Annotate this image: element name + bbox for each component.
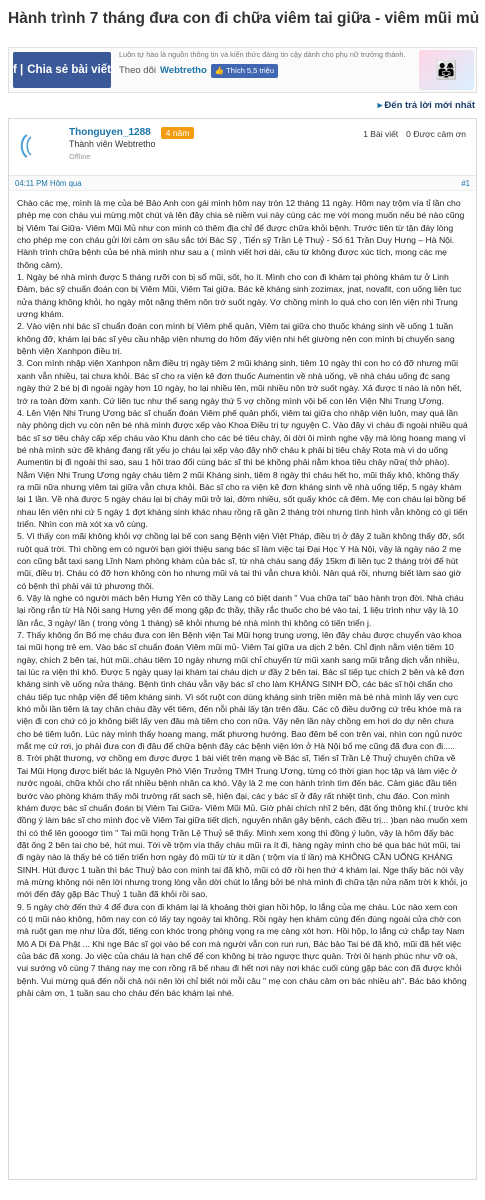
post-number[interactable]: #1 (461, 178, 470, 188)
share-info (115, 48, 417, 92)
paragraph: 6. Vậy là nghe có người mách bên Hưng Yên có thầy Lang có biệt danh " Vua chữa tai" bảo hành trọn đời. Nhà cháu lại rồng rắn từ Hà Nội sang Hưng yên để mong gặp đc thầy, thầy rắc thuốc cho bé vào tai, 1 liệu trình như vậy là 10 lần rắc, 3 ngày/ lần ( trong vòng 1 tháng) sẽ khỏi nhưng bé nhà mình thì không có tiến triển j. (17, 593, 464, 628)
user-info (69, 119, 363, 175)
member-age-badge: 4 năm (161, 127, 195, 139)
share-box (8, 47, 477, 93)
like-count: 5,5 triệu (246, 66, 274, 75)
paragraph: Chào các mẹ, mình là mẹ của bé Bảo Anh con gái mình hôm nay tròn 12 tháng 11 ngày. Hôm nay trộm vía tỉ lần cho phép mẹ con cháu vui mừng một chút và lên đây chia sẻ niềm vui này cùng các mẹ với mong muốn nếu bé nào cũng bị Viêm Tai Giữa- Viêm Mũi Mủ như con mình có thêm địa chỉ để được chữa khỏi bệnh. Trước tiên từ tận đáy lòng cho phép mẹ con cháu gửi lời cảm ơn sâu sắc tới Bác Sỹ , Tiến sỹ Trần Lệ Thuỷ - Số 61 Trần Duy Hưng – Hà Nội. (17, 198, 465, 246)
paragraph: 4. Lên Viện Nhi Trung Ương bác sĩ chuẩn đoán Viêm phế quản phổi, viêm tai giữa cho nhập viện luôn, may quá lần này phòng dịch vụ còn nên bé nhà mình được xếp vào Khoa Điều trị tự nguyện C. Vào đây vì cháu đi ngoài nhiều quá bác sĩ sợ tiêu chảy cấp xếp cháu vào Khu dành cho các bé tiêu chảy, ôi dời ôi mình nghe vậy mà lòng hoang mang vì bé nhà mình sức đề kháng đang rất yếu jo cháu lại xếp vào đây nhỡ cháu k phải bị tiêu chảy Rota mà vì do uống Aumentin bị đi ngoài thì sao, sau 1 hôi trao đổi cùng bác sĩ thì bé không phải nằm khoa tiêu chảy nữa( thở phào). Nằm Viện Nhi Trung Ương ngày cháu tiêm 2 mũi Kháng sinh, tiêm 8 ngày thì cháu hết ho, mũi thấy khô, không thấy ra mũi nữa nhưng viêm tai giữa vẫn chưa khỏi. Bác sĩ cho ra viện kê đơn kháng sinh về nhà uống tiếp, 5 ngày khám lại 1 lần. Về nhà được 5 ngày cháu lại bị chảy mũi trở lại, đờm nhiều, sốt quấy khóc cả đêm. Mẹ con cháu lại bồng bế nhau lên viện nhi cứ 5 ngày 1 đợt kháng sinh khác nhau rồng rã gần 2 tháng trời nhưng tình hình vẫn không có gì tiến triển. Nhìn con mà xót xa vô cùng. (17, 407, 468, 529)
share-tagline: Luôn tự hào là nguồn thông tin và kiến thức đáng tin cậy dành cho phụ nữ trường thành. (119, 50, 406, 59)
username[interactable]: Thonguyen_1288 (69, 127, 151, 139)
paragraph: Hành trình chữa bệnh của bé nhà mình như sau ạ ( mình viết hơi dài, câu từ không được xúc tích, mong các mẹ thông cảm). (17, 247, 447, 270)
user-stats (363, 119, 476, 175)
paragraph: 5. Vì thấy con mãi không khỏi vợ chồng lại bế con sang Bệnh viện Việt Pháp, điều trị ở đây 2 tuần không thấy đỡ, sốt ruột quá trời. Thì chồng em có người bạn giới thiệu sang bác sĩ làm việc tại Đại Học Y Hà Nội, vậy là ngày nào 2 mẹ con cũng bắt taxi sang Lĩnh Nam phòng khám của bác sĩ, từ nhà cháu sang đấy 15km đi liên tục 2 tháng trời để hút mũi, điều trị. Cháu có đỡ hơn không còn ho nhưng mũi và tai thì vẫn chưa khỏi. Nản quá rồi, nhưng biết làm sao giờ có bệnh thì phải vái tứ phương thôi. (17, 531, 465, 591)
like-button[interactable] (211, 64, 278, 78)
latest-reply-label: Đến trả lời mới nhất (384, 100, 475, 111)
follow-text: Theo dõi (119, 65, 156, 76)
paragraph: 9. 5 ngày chờ đến thứ 4 để đưa con đi khám lại là khoảng thời gian hồi hộp, lo lắng của mẹ cháu. Lúc nào xem con có tị mũi nào không, hôm nay con có lấy tay ngoáy tai không. Rồi ngày hẹn khám cùng đến đúng ngoài cửa chờ con mà ruột gan mẹ như lửa đốt, tiếng con khóc trong phòng vọng ra mẹ càng xót hơn. Hồi hộp, lo lắng cứ chắp tay Nam Mô A Di Đà Phật ... Khi nge Bác sĩ gọi vào bế con mà người vẫn con run run, Bác bảo Tai bé đã khô, mũi đã hết việc của bác đã xong. Jo việc của cháu là hạn chế để con không bị trào ngược thực quản. Trời ôi hạnh phúc như vỡ oà, vui sướng vô cùng 7 tháng nay mẹ con rồng rã bế nhau đi hết nơi này nơi khác cuối cùng gặp bác con đã được khỏi bệnh. Vui mừng quá đến nỗi chả nói nên lời chỉ biết nói mỗi câu " mẹ con cháu cảm ơn bác nhiều ah". Bác bảo không phải cảm ơn, 1 tuần sau cho cháu đến bác khám lại nhé. (17, 901, 467, 998)
page-title: Hành trình 7 tháng đưa con đi chữa viêm tai giữa - viêm mũi mủ (8, 10, 480, 27)
post-content (9, 191, 476, 999)
user-rank: Thành viên Webtretho (69, 139, 156, 149)
avatar-logo-icon (17, 129, 63, 163)
share-button-label: Chia sẻ bài viết (27, 64, 111, 76)
paragraph: 1. Ngày bé nhà mình được 5 tháng rưỡi con bị sổ mũi, sốt, ho ít. Mình cho con đi khám tại phòng khám tư ở Linh Đàm, bác sỹ chuẩn đoán con bị Viêm Mũi, Viêm Tai giữa. Bác kê kháng sinh zozimax, jnat, novafit, con uống liên tục nửa tháng không khỏi, ho ngày một nặng thêm nôn trớ suốt ngày. Vợ chồng mình lo quá cho con lên viện nhi Trung ương khám. (17, 272, 462, 320)
like-label: Thích (226, 66, 245, 75)
follow-brand[interactable]: Webtretho (159, 65, 207, 76)
thumbs-up-icon: 👍 (214, 66, 225, 75)
arrow-right-icon: ▸ (377, 100, 383, 111)
post-time: 04:11 PM Hôm qua (15, 178, 82, 188)
paragraph: 3. Con mình nhập viện Xanhpon nằm điều trị ngày tiêm 2 mũi kháng sinh, tiêm 10 ngày thì con ho có đỡ nhưng mũi xanh vẫn nhiều, tai chưa khỏi. Bác sĩ cho ra viện kê đơn thuốc Aumentin về nhà uống, về nhà cháu uống đc sang ngày thứ 2 bé bị đi ngoài ngày hơn 10 ngày, ho lại nhiều lên, mũi nhiều nôn trớ suốt ngày. Xả được ti nào là nôn hết, trớ ra toàn đờm xanh. Cứ liên tục như thế sang ngày thứ 5 vợ chồng mình vội bế con lên Viện Nhi Trung Ương. (17, 358, 462, 406)
posts-count: 1 Bài viết (363, 129, 399, 139)
post-meta (9, 176, 476, 191)
share-facebook-button[interactable] (13, 52, 111, 88)
online-status: Offline (69, 151, 91, 161)
paragraph: 7. Thấy không ổn Bố mẹ cháu đưa con lên Bệnh viện Tai Mũi họng trung ương, lên đây cháu được chuyển vào khoa tai mũi họng trẻ em. Vào bác sĩ chuẩn đoán Viêm mũi mủ- Viêm Tai giữa ưa dịch 2 bên. Chỉ định nằm viện tiêm 10 ngày, chích 2 bên tai, hút mũi..cháu tiêm 10 ngày nhưng mũi chỉ chuyển từ mũi xanh sang mũi trắng dịch vẫn nhiều, tai lúc ra viện thì khô. Được 5 ngày quay lại khám tai cháu dịch ư đầy 2 bên tai. Bác sĩ tiếp tục chích 2 bên và kê đơn kháng sinh về uống nửa tháng. Bệnh tình cháu vẫn vậy bác sĩ cho làm KHÁNG SINH ĐỒ, các bác sĩ hội chẩn cho cháu tiếp tục nhập viện để tiêm kháng sinh. Vì sốt ruột con dùng kháng sinh triền miên mà bé nhà mình lấy ven cực khó mỗi lần tiêm là tay chân cháu đầy vết tiêm, đến nỗi phải lấy tận trên đầu. Các cô điều dưỡng cứ trêu khóe mà ra viện đi con chứ có jo không biết lấy ven đâu mà tiêm cho con nữa. Vậy nên lần này chồng em hơi do dự nên chưa cho bé tiêm luôn. Lúc này mình thấy hoang mang, mất phương hướng. Bao đêm bế con trên vai, nhìn con ngủ nước mắt mẹ cứ rơi, jo phải đưa con đi đâu để chữa bệnh đây các bệnh viện lớn ở Hà Nội bố mẹ cũng đã đưa con đi..... (17, 630, 465, 752)
latest-reply-link[interactable] (0, 93, 485, 114)
thanks-count: 0 Được cảm ơn (406, 129, 466, 139)
post-header (9, 119, 476, 176)
forum-post (8, 118, 477, 1180)
paragraph: 2. Vào viện nhi bác sĩ chuẩn đoán con mình bị Viêm phế quản, Viêm tai giữa cho thuốc kháng sinh về uống 1 tuần không đỡ, khám lại bác sĩ yêu cầu nhập viện nhưng do hôm đấy viện nhi hết giường nên con mình bị chuyển sang bệnh viện Xanhpon điều trị. (17, 321, 455, 357)
paragraph: 8. Trời phật thương, vợ chồng em được được 1 bài viết trên mạng về Bác sĩ, Tiến sĩ Trần Lệ Thuỷ chuyên chữa về Tai Mũi Họng được biết bác là Nguyên Phó Viện Trưởng TMH Trung Ương, từng có thời gian học tập và làm việc ở nước ngoài, chữa khỏi cho rất nhiều bệnh nhân ca khó. Vậy là 2 mẹ con hành trình tìm đến bác. Cảm giác đầu tiên bước vào phòng khám thấy môi trường rất sạch sẽ, hiện đại, các y bác sĩ ở đây rất nhiệt tình, chu đáo. Con mình khám được bác sĩ chuẩn đoán bị Viêm Tai Giữa- Viêm Mũi Mủ. Giờ phải chích nhĩ 2 bên, đặt ống thông khí.( trước khi đồng ý làm bác sĩ cho mình đọc về Viêm Tai giữa tiết dịch, nguyên nhân gây bệnh, cách điều trị... )bạn nào muốn xem thì có thể lên gooogơ tìm " Tai mũi họng Trần Lệ Thuỷ sẽ thấy. Mình xem xong thì đồng ý luôn, vậy là hôm đấy bác đặt ống 2 bên tai cho bé, hút mui. Tới về trộm vía thấy cháu mũi ra ít đi, hàng ngày mình cho bé qua bác hút mũi, tai đi ngày nào là thấy bé có tiến triển hơn ngày đó mũi từ từ it dần ( trộm vía tỉ lần) mà KHÔNG CẦN UỐNG KHÁNG SINH. Hút được 1 tuần thì bác Thuỷ bảo con mình tai đã khô, mũi có dỡ rồi hẹn thứ 4 khám lại. Nge thấy bác nói vậy mà mừng không nói nên lời nhưng trong lòng vẫn dời chút lo lắng bởi bé nhà mình đi chữa tận nửa năm trời k khỏi, jo mới đến đây gặp Bác Thuỷ 1 tuần đã khỏi rồi sao. (17, 753, 468, 900)
promo-illustration-icon: 👨‍👩‍👧 (419, 50, 474, 90)
facebook-icon: f | (13, 64, 24, 76)
avatar[interactable] (15, 125, 65, 167)
